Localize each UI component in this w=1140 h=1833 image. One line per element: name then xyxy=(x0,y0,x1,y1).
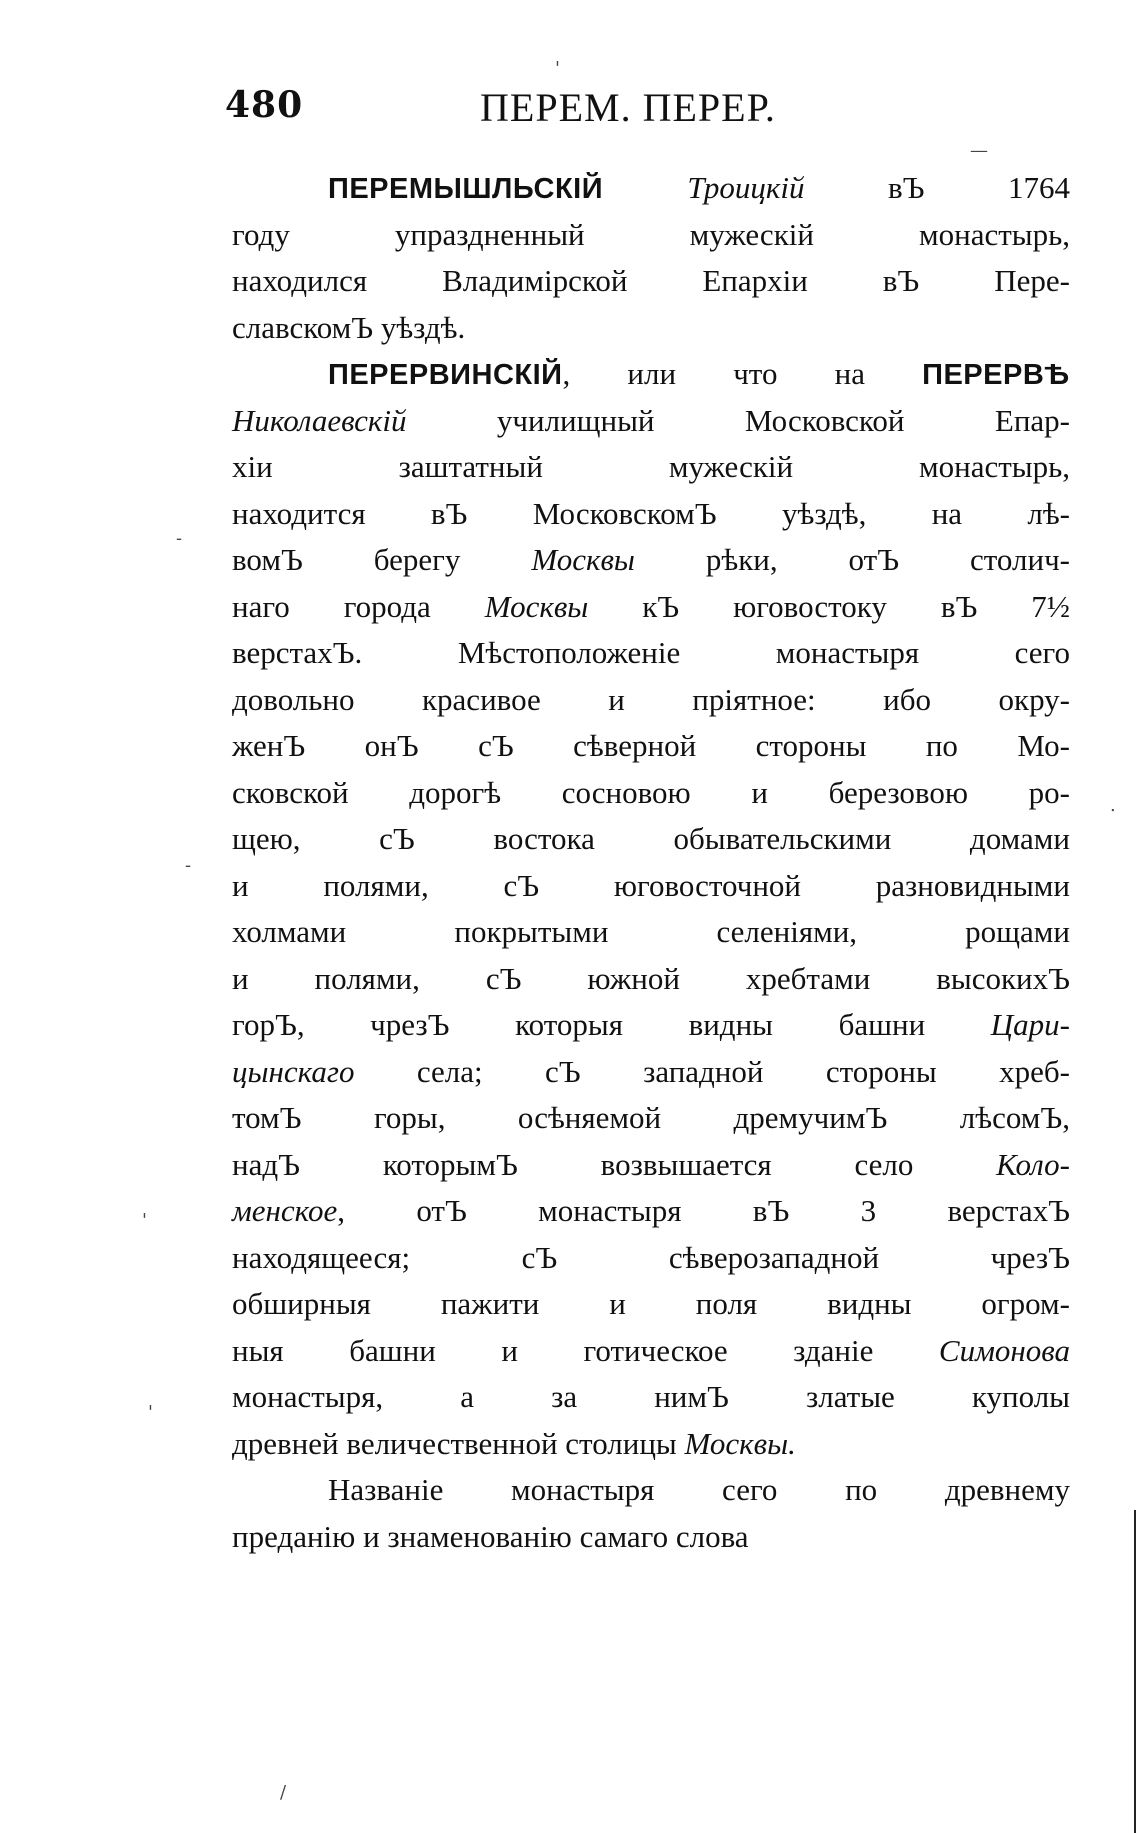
text-run: , или что на xyxy=(562,356,923,391)
text-run: верстахЪ. Мѣстоположеніе монастыря сего xyxy=(232,635,1070,670)
italic-name: менское xyxy=(232,1193,338,1228)
text-line xyxy=(232,863,1070,910)
text-line xyxy=(232,1328,1070,1375)
running-head: ПЕРЕМ. ПЕРЕР. xyxy=(480,85,776,130)
text-run: наго города xyxy=(232,588,485,624)
text-run: , отЪ монастыря вЪ 3 верстахЪ xyxy=(337,1193,1070,1228)
italic-name: Москвы xyxy=(531,542,635,577)
text-line xyxy=(232,398,1070,445)
text-run: Названіе монастыря сего по древнему xyxy=(328,1472,1070,1507)
text-run: году упраздненный мужескій монастырь, xyxy=(232,216,1070,252)
text-run: рѣки, отЪ столич- xyxy=(634,542,1070,577)
text-run: холмами покрытыми селеніями, рощами xyxy=(232,914,1070,949)
text-line xyxy=(232,1235,1070,1282)
text-line xyxy=(232,491,1070,538)
text-run: горЪ, чрезЪ которыя видны башни xyxy=(232,1007,991,1042)
text-line xyxy=(232,351,1070,398)
italic-name: Москвы. xyxy=(684,1425,796,1461)
book-page: 480 ПЕРЕМ. ПЕРЕР. ПЕРЕМЫШЛЬСКІЙ Троицкій вЪ 1764 году упраздненный мужескій монастырь, находился Владимірской Епархіи вЪ Пере- славскомЪ уѣздѣ. ПЕРЕРВИНСКІЙ, или что на ПЕРЕРВѢ Николаевскій училищный Московской Епар- хіи заштатный мужескій монастырь, находится вЪ МосковскомЪ уѣздѣ, на лѣ- вомЪ берегу Москвы рѣки, отЪ столич- наго города Москвы кЪ юговостоку вЪ 7½ верстахЪ. Мѣстоположеніе монастыря сего довольно красивое и пріятное: ибо окру- женЪ онЪ сЪ сѣверной стороны по Мо- сковской дорогѣ сосновою и березовою ро- щею, сЪ востока обывательскими домами и полями, сЪ юговосточной разновидными холмами покрытыми селеніями, рощами и полями, сЪ южной хребтами высокихЪ горЪ, чрезЪ которыя видны башни Цари- цынскаго села; сЪ западной стороны хреб- томЪ горы, осѣняемой дремучимЪ лѣсомЪ, надЪ которымЪ возвышается село Коло- менское, отЪ монастыря вЪ 3 верстахЪ находящееся; сЪ сѣверозападной чрезЪ обширныя пажити и поля видны огром- ныя башни и готическое зданіе Симонова монастыря, а за нимЪ златые куполы древней величественной столицы Москвы. Названіе монастыря сего по древнему преданію и знаменованію самаго слова ' — - - ' ' . / xyxy=(0,0,1140,1833)
text-run: древней величественной столицы xyxy=(232,1425,685,1461)
text-line xyxy=(232,1514,1070,1561)
text-line xyxy=(232,305,1070,352)
page-number: 480 xyxy=(225,84,304,126)
text-run: вЪ 1764 xyxy=(804,170,1070,205)
text-run: хіи заштатный мужескій монастырь, xyxy=(232,449,1070,484)
text-run: ныя башни и готическое зданіе xyxy=(232,1332,939,1368)
body-text xyxy=(232,165,1070,1560)
text-run: училищный Московской Епар- xyxy=(406,402,1070,438)
paragraph xyxy=(232,1467,1070,1560)
page-header xyxy=(225,84,845,136)
text-line xyxy=(232,212,1070,259)
italic-name: Коло- xyxy=(996,1146,1070,1182)
text-run: обширныя пажити и поля видны огром- xyxy=(232,1286,1070,1321)
italic-name: Цари- xyxy=(990,1007,1070,1042)
paragraph xyxy=(232,351,1070,1467)
text-run: кЪ юговостоку вЪ 7½ xyxy=(588,588,1071,624)
text-run: преданію и знаменованію самаго слова xyxy=(232,1518,749,1554)
text-line xyxy=(232,537,1070,584)
text-line xyxy=(232,816,1070,863)
text-run: находящееся; сЪ сѣверозападной чрезЪ xyxy=(232,1239,1070,1275)
text-line xyxy=(232,956,1070,1003)
italic-name: Симонова xyxy=(938,1332,1070,1368)
text-run: вомЪ берегу xyxy=(232,542,532,577)
text-run: и полями, сЪ юговосточной разновидными xyxy=(232,867,1070,903)
text-line xyxy=(232,1049,1070,1096)
text-run: и полями, сЪ южной хребтами высокихЪ xyxy=(232,960,1070,996)
text-run: щею, сЪ востока обывательскими домами xyxy=(232,821,1070,856)
text-line xyxy=(232,1188,1070,1235)
text-line xyxy=(232,1095,1070,1142)
text-run: славскомЪ уѣздѣ. xyxy=(232,309,466,345)
scan-edge-line xyxy=(1134,1510,1136,1833)
text-line xyxy=(232,584,1070,631)
text-line xyxy=(232,165,1070,212)
text-line xyxy=(232,770,1070,817)
text-run: томЪ горы, осѣняемой дремучимЪ лѣсомЪ, xyxy=(232,1100,1070,1135)
text-run: монастыря, а за нимЪ златые куполы xyxy=(232,1379,1070,1414)
paragraph xyxy=(232,165,1070,351)
text-line xyxy=(232,1281,1070,1328)
italic-name: Троицкій xyxy=(687,170,805,205)
text-line xyxy=(232,258,1070,305)
text-run: сковской дорогѣ сосновою и березовою ро- xyxy=(232,774,1070,810)
entry-headword: ПЕРЕМЫШЛЬСКІЙ xyxy=(328,173,688,205)
text-run: находился Владимірской Епархіи вЪ Пере- xyxy=(232,263,1070,298)
text-line xyxy=(232,1467,1070,1514)
italic-name: Москвы xyxy=(484,588,589,624)
entry-headword: ПЕРЕРВѢ xyxy=(922,359,1070,391)
text-line xyxy=(232,444,1070,491)
text-run: довольно красивое и пріятное: ибо окру- xyxy=(232,681,1070,717)
entry-headword: ПЕРЕРВИНСКІЙ xyxy=(328,359,563,391)
text-line xyxy=(232,909,1070,956)
italic-name: Николаевскій xyxy=(232,402,407,438)
text-run: находится вЪ МосковскомЪ уѣздѣ, на лѣ- xyxy=(232,495,1070,531)
text-line xyxy=(232,1142,1070,1189)
text-run: села; сЪ западной стороны хреб- xyxy=(354,1053,1070,1089)
text-line xyxy=(232,1421,1070,1468)
text-line xyxy=(232,1002,1070,1049)
text-line xyxy=(232,1374,1070,1421)
italic-name: цынскаго xyxy=(232,1053,355,1089)
text-run: женЪ онЪ сЪ сѣверной стороны по Мо- xyxy=(232,728,1070,763)
text-line xyxy=(232,677,1070,724)
text-run: надЪ которымЪ возвышается село xyxy=(232,1146,997,1182)
text-line xyxy=(232,630,1070,677)
text-line xyxy=(232,723,1070,770)
